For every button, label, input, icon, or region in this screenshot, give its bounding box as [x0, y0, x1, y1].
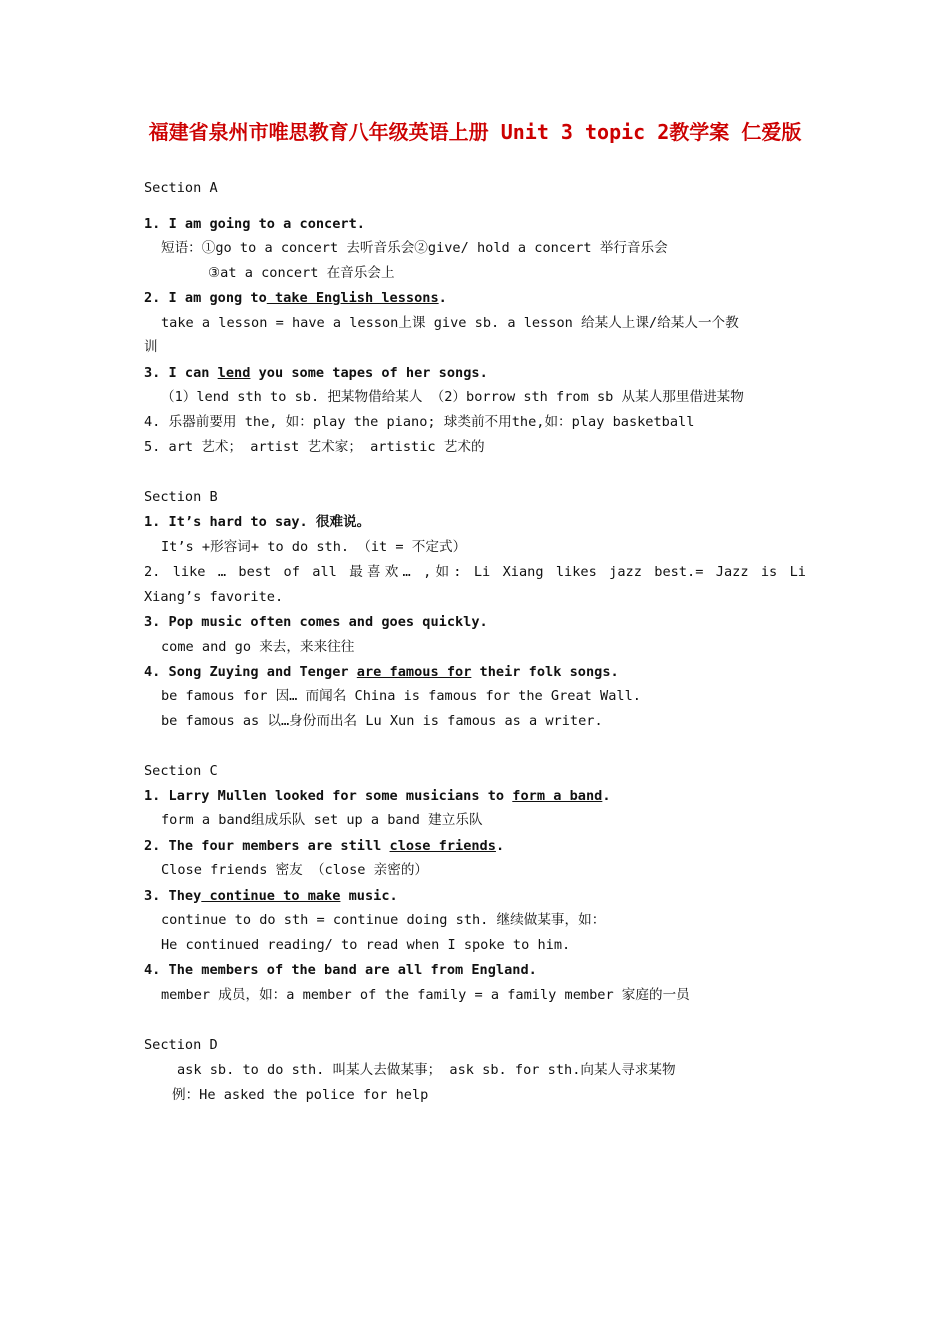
section-a-point-2-note-cont: 训 [144, 339, 158, 355]
section-c-heading: Section C [144, 763, 218, 779]
point-text: 1. Larry Mullen looked for some musicians to [144, 788, 513, 804]
point-text: 2. The four members are still [144, 838, 390, 854]
point-text-end: music. [340, 888, 398, 904]
section-c-point-1-note: form a band组成乐队 set up a band 建立乐队 [161, 812, 483, 828]
section-a-point-1 [144, 214, 814, 234]
underlined-phrase: are famous for [356, 664, 472, 680]
section-b-point-1-note: It’s +形容词+ to do sth. （it = 不定式） [161, 539, 467, 555]
section-d-heading: Section D [144, 1037, 218, 1053]
section-a-point-1-note-2: ③at a concert 在音乐会上 [208, 265, 395, 281]
section-a-point-1-note: 短语：①go to a concert 去听音乐会②give/ hold a concert 举行音乐会 [161, 240, 668, 256]
section-a-point-5: 5. art 艺术； artist 艺术家； artistic 艺术的 [144, 439, 485, 455]
section-c-point-2 [144, 836, 814, 856]
point-text-end: . [495, 838, 505, 854]
section-b-point-4-note: be famous for 因… 而闻名 China is famous for the Great Wall. [161, 688, 641, 704]
point-text: 3. I can [144, 365, 218, 381]
point-text-end: . [438, 290, 447, 306]
section-b-point-4 [144, 662, 814, 682]
point-text-end: their folk songs. [471, 664, 619, 680]
section-b-point-2: 2. like … best of all 最喜欢… ,如: Li Xiang likes jazz best.= Jazz is Li [144, 564, 806, 580]
point-text-end: . [602, 788, 611, 804]
section-b-point-3-note: come and go 来去，来来往往 [161, 639, 355, 655]
point-text-end: you some tapes of her songs. [250, 365, 488, 381]
underlined-phrase: form a band [512, 788, 603, 804]
section-a-point-2-note: take a lesson = have a lesson上课 give sb. a lesson 给某人上课/给某人一个教 [161, 315, 739, 331]
section-c-point-3 [144, 886, 814, 906]
underlined-phrase: close friends [389, 838, 496, 854]
underlined-phrase: take English lessons [266, 290, 439, 306]
underlined-phrase: lend [217, 365, 251, 381]
section-d-example: 例：He asked the police for help [172, 1087, 429, 1103]
section-c-point-1 [144, 786, 814, 806]
point-text: 2. I am gong to [144, 290, 267, 306]
section-b-point-3: 3. Pop music often comes and goes quickly. [144, 614, 488, 630]
section-c-point-3-note-2: He continued reading/ to read when I spoke to him. [161, 937, 571, 953]
section-b-point-1: 1. It’s hard to say. 很难说。 [144, 514, 371, 530]
section-c-point-3-note: continue to do sth = continue doing sth. 继续做某事，如： [161, 912, 606, 928]
point-text: 3. They [144, 888, 202, 904]
document-title: 福建省泉州市唯思教育八年级英语上册 Unit 3 topic 2教学案 仁爱版 [148, 120, 802, 144]
section-b-point-4-note-2: be famous as 以…身份而出名 Lu Xun is famous as a writer. [161, 713, 603, 729]
section-a-point-4: 4. 乐器前要用 the, 如：play the piano; 球类前不用the,如：play basketball [144, 414, 695, 430]
section-c-point-2-note: Close friends 密友 （close 亲密的） [161, 862, 429, 878]
section-a-heading: Section A [144, 180, 218, 196]
section-a-point-2 [144, 288, 814, 308]
section-a-point-3 [144, 363, 814, 383]
point-text: 4. Song Zuying and Tenger [144, 664, 357, 680]
point-text: I am going to a concert. [168, 216, 365, 232]
section-c-point-4: 4. The members of the band are all from England. [144, 962, 537, 978]
section-b-heading: Section B [144, 489, 218, 505]
section-c-point-4-note: member 成员，如：a member of the family = a family member 家庭的一员 [161, 987, 690, 1003]
underlined-phrase: continue to make [201, 888, 341, 904]
section-a-point-3-note: （1）lend sth to sb. 把某物借给某人 （2）borrow sth from sb 从某人那里借进某物 [161, 389, 744, 405]
section-b-point-2-cont: Xiang’s favorite. [144, 589, 284, 605]
section-d-point-1: ask sb. to do sth. 叫某人去做某事； ask sb. for sth.向某人寻求某物 [177, 1062, 676, 1078]
point-number: 1. [144, 216, 169, 232]
